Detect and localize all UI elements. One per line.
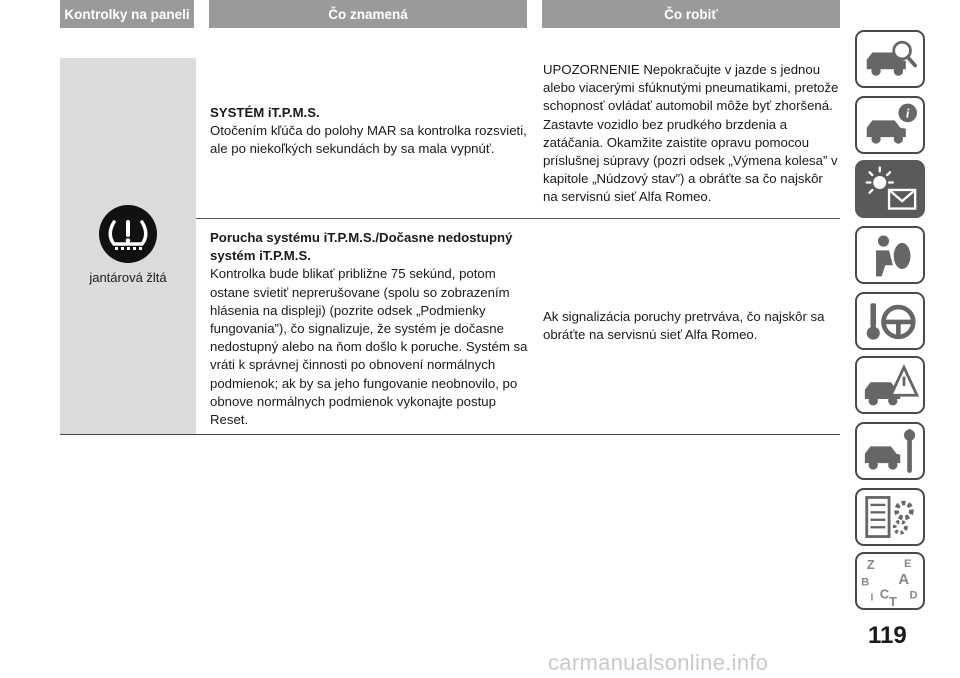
tab-starting-driving[interactable] [855, 292, 925, 350]
row2-meaning [210, 229, 528, 429]
index-letter-a: A [898, 571, 910, 588]
tab-car-knowledge[interactable] [855, 30, 925, 88]
lamp-color-label: jantárová žltá [89, 270, 167, 285]
row1-meaning-text: Otočením kľúča do polohy MAR sa kontrolka rozsvieti, ale po niekoľkých sekundách by sa mala vypnúť. [210, 123, 527, 157]
index-letter-c: C [879, 586, 890, 602]
row2-meaning-text: Kontrolka bude blikať približne 75 sekúnd, potom ostane svietiť neprerušovane (spolu so zobrazením hlásenia na displeji) (pozrite odsek „Podmienky fungovania”), čo signalizuje, že systém je dočasne nedostupný alebo na ňom došlo k poruche. Systém sa vráti k správnej činnosti po obnovení normálnych podmienok; ak by sa jeho fungovanie neobnovilo, po obnove normálnych podmienok vykonajte postup Reset. [210, 266, 528, 428]
airbag-person-icon [857, 228, 923, 282]
row2-action: Ak signalizácia poruchy pretrváva, čo najskôr sa obráťte na servisnú sieť Alfa Romeo. [543, 309, 825, 343]
list-gears-icon [857, 490, 923, 544]
header-action: Čo robiť [542, 0, 840, 28]
warning-light-table [60, 58, 840, 435]
warning-light-envelope-icon [857, 162, 923, 216]
page-number: 119 [868, 622, 907, 649]
car-hazard-icon [857, 358, 923, 412]
index-letter-d: D [909, 589, 918, 602]
tab-technical-data[interactable] [855, 488, 925, 546]
tab-maintenance[interactable] [855, 422, 925, 480]
tab-safety[interactable] [855, 226, 925, 284]
index-letter-b: B [861, 576, 870, 589]
row1-action: UPOZORNENIE Nepokračujte v jazde s jednou alebo viacerými sfúknutými pneumatikami, pretože schopnosť ovládať automobil môže byť zhoršená. Zastavte vozidlo bez prudkého brzdenia a zatáčania. Okamžite zaistite opravu pomocou príslušnej súpravy (pozri odsek „Výmena kolesa” v kapitole „Núdzový stav”) a obráťte sa čo najskôr na servisnú sieť Alfa Romeo. [543, 62, 839, 205]
key-steering-wheel-icon [857, 294, 923, 348]
row2-title: Porucha systému iT.P.M.S./Dočasne nedostupný systém iT.P.M.S. [210, 230, 513, 264]
car-wrench-icon [857, 424, 923, 478]
tab-emergency[interactable] [855, 356, 925, 414]
car-magnifier-icon [857, 32, 923, 86]
index-letter-e: E [903, 558, 912, 571]
svg-text:i: i [905, 105, 910, 121]
row-divider [196, 218, 840, 219]
index-letter-i: I [870, 592, 874, 604]
warning-light-cell [60, 58, 196, 434]
alphabet-index-icon [857, 554, 923, 608]
watermark: carmanualsonline.info [548, 650, 769, 675]
tyre-pressure-warning-icon [98, 204, 158, 264]
car-info-icon [857, 98, 923, 152]
row1-meaning [210, 104, 528, 159]
header-meaning: Čo znamená [209, 0, 527, 28]
tab-car-info[interactable] [855, 96, 925, 154]
tab-warning-lights[interactable] [855, 160, 925, 218]
tab-index[interactable] [855, 552, 925, 610]
index-letter-z: Z [866, 556, 875, 572]
index-letter-t: T [889, 594, 898, 608]
row1-title: SYSTÉM iT.P.M.S. [210, 105, 320, 120]
header-warning-lights: Kontrolky na paneli [60, 0, 194, 28]
